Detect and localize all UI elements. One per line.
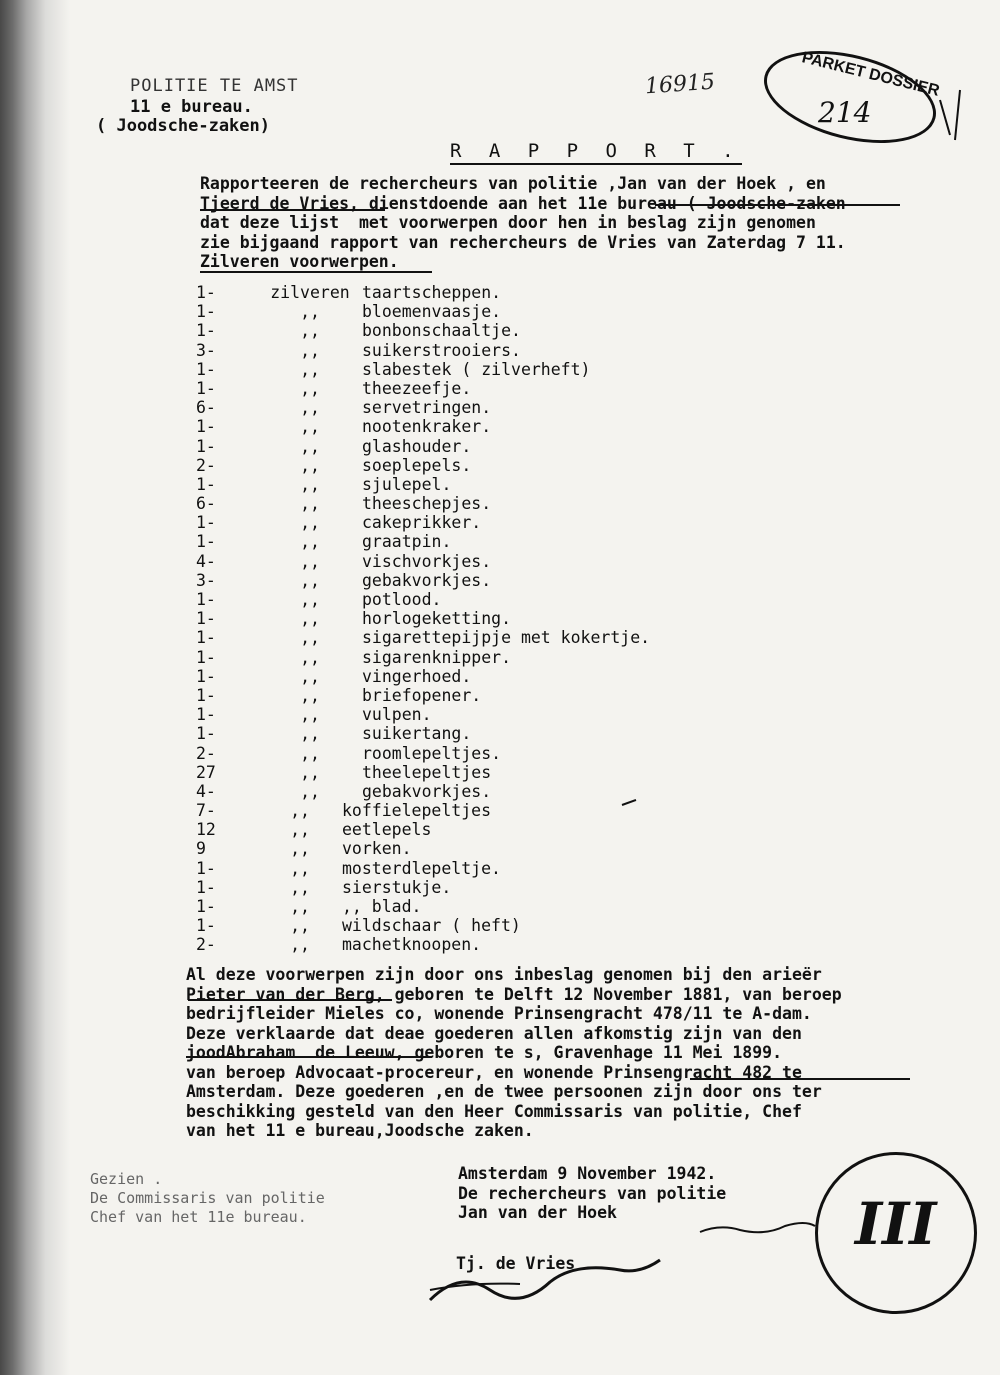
item-ditto: ,,: [300, 743, 320, 763]
item-ditto: ,,: [300, 398, 320, 418]
dossier-stamp-number: 214: [818, 96, 872, 129]
item-ditto: ,,: [300, 321, 320, 341]
item-ditto: ,,: [300, 609, 320, 629]
item-quantity: 6-: [196, 494, 216, 514]
item-ditto: ,,: [300, 551, 320, 571]
item-ditto: ,,: [300, 436, 320, 456]
item-ditto: ,,: [290, 839, 310, 859]
item-ditto: ,,: [290, 820, 310, 840]
item-ditto: ,,: [300, 474, 320, 494]
item-name: nootenkraker.: [362, 417, 492, 437]
item-name: taartscheppen.: [362, 283, 502, 302]
item-name: gebakvorkjes.: [362, 570, 492, 590]
item-name: ,, blad.: [342, 897, 422, 916]
item-quantity: 1-: [196, 321, 216, 341]
item-name: vischvorkjes.: [362, 551, 492, 571]
item-ditto: ,,: [290, 858, 310, 878]
item-quantity: 1-: [196, 378, 216, 398]
item-name: sigarettepijpje met kokertje.: [362, 628, 651, 648]
item-quantity: 2-: [196, 935, 216, 955]
header-line-2: 11 e bureau.: [130, 97, 253, 117]
item-name: slabestek ( zilverheft): [362, 359, 591, 379]
item-quantity: 7-: [196, 801, 216, 821]
signature-vries: Tj. de Vries: [456, 1254, 576, 1273]
item-name: vulpen.: [362, 705, 432, 725]
item-quantity: 1-: [196, 916, 216, 936]
item-name: sjulepel.: [362, 474, 452, 494]
item-quantity: 1-: [196, 532, 216, 552]
item-name: roomlepeltjes.: [362, 743, 502, 763]
item-ditto: ,,: [300, 647, 320, 667]
item-ditto: ,,: [300, 378, 320, 398]
item-name: graatpin.: [362, 532, 452, 552]
item-name: cakeprikker.: [362, 513, 482, 533]
item-ditto: ,,: [290, 897, 310, 916]
item-quantity: 1-: [196, 685, 216, 705]
item-name: glashouder.: [362, 436, 472, 456]
item-ditto: ,,: [300, 302, 320, 322]
item-name: servetringen.: [362, 398, 492, 418]
item-name: theeschepjes.: [362, 494, 492, 514]
item-quantity: 1-: [196, 302, 216, 322]
item-name: bloemenvaasje.: [362, 302, 502, 322]
item-ditto: ,,: [300, 340, 320, 360]
item-ditto: ,,: [300, 494, 320, 514]
item-quantity: 1-: [196, 705, 216, 725]
item-ditto: ,,: [300, 762, 320, 782]
item-quantity: 1-: [196, 359, 216, 379]
item-ditto: ,,: [300, 781, 320, 801]
item-name: gebakvorkjes.: [362, 781, 492, 801]
item-quantity: 2-: [196, 455, 216, 475]
gezien-block: Gezien . De Commissaris van politie Chef van het 11e bureau.: [90, 1170, 325, 1226]
item-quantity: 12: [196, 820, 216, 840]
item-ditto: ,,: [300, 455, 320, 475]
item-quantity: 6-: [196, 398, 216, 418]
stray-mark: [622, 800, 636, 805]
item-name: vingerhoed.: [362, 666, 472, 686]
item-ditto: ,,: [290, 801, 310, 821]
item-quantity: 1-: [196, 858, 216, 878]
item-ditto: ,,: [290, 916, 310, 936]
signature-scribble-vries: [430, 1260, 660, 1300]
report-closing: Al deze voorwerpen zijn door ons inbeslag genomen bij den arieër Pieter van der Berg, geboren te Delft 12 November 1881, van beroep bedrijfleider Mieles co, wonende Prinsengracht 478/11 te A-dam. Deze verklaarde dat deae goederen allen afkomstig zijn van den joodAbraham de Leeuw, geboren te s, Gravenhage 11 Mei 1899. van beroep Advocaat-procereur, en wonende Prinsengracht 482 te Amsterdam. Deze goederen ,en de twee persoonen zijn door ons ter beschikking gesteld van den Heer Commissaris van politie, Chef van het 11 e bureau,Joodsche zaken.: [186, 965, 842, 1140]
item-name: eetlepels: [342, 820, 432, 840]
item-ditto: ,,: [300, 705, 320, 725]
item-quantity: 1-: [196, 897, 216, 916]
circle-stamp-number: III: [855, 1190, 937, 1258]
corner-marks: [940, 90, 960, 140]
item-quantity: 4-: [196, 551, 216, 571]
item-quantity: 2-: [196, 743, 216, 763]
item-name: koffielepeltjes: [342, 801, 492, 821]
item-ditto: ,,: [300, 666, 320, 686]
item-name: theezeefje.: [362, 378, 472, 398]
item-quantity: 1-: [196, 436, 216, 456]
item-ditto: ,,: [290, 935, 310, 955]
item-quantity: 3-: [196, 340, 216, 360]
item-quantity: 9: [196, 839, 206, 859]
item-quantity: 1-: [196, 628, 216, 648]
item-quantity: 1-: [196, 417, 216, 437]
item-name: bonbonschaaltje.: [362, 321, 521, 341]
item-name: vorken.: [342, 839, 412, 859]
item-ditto: ,,: [300, 359, 320, 379]
item-name: soeplepels.: [362, 455, 472, 475]
item-ditto: ,,: [300, 685, 320, 705]
header-line-1: POLITIE TE AMST: [130, 76, 299, 96]
item-ditto: ,,: [300, 590, 320, 609]
item-name: briefopener.: [362, 685, 482, 705]
item-quantity: 4-: [196, 781, 216, 801]
item-name: sigarenknipper.: [362, 647, 512, 667]
item-name: theelepeltjes: [362, 762, 492, 782]
item-quantity: 1-: [196, 609, 216, 629]
item-name: suikertang.: [362, 724, 472, 744]
item-quantity: 1-: [196, 877, 216, 897]
item-name: wildschaar ( heft): [342, 916, 521, 936]
report-intro: Rapporteeren de rechercheurs van politie ,Jan van der Hoek , en Tjeerd de Vries, dienstdoende aan het 11e bureau ( Joodsche-zaken dat deze lijst met voorwerpen door hen in beslag zijn genomen zie bijgaand rapport van rechercheurs de Vries van Zaterdag 7 11. Zilveren voorwerpen.: [200, 174, 846, 271]
item-ditto: ,,: [290, 877, 310, 897]
header-line-3: ( Joodsche-zaken): [96, 116, 270, 136]
item-quantity: 1-: [196, 724, 216, 744]
item-ditto: ,,: [300, 724, 320, 744]
item-ditto: ,,: [300, 628, 320, 648]
item-ditto: zilveren: [270, 283, 350, 302]
signature-scribble-hoek: [700, 1223, 815, 1232]
item-name: mosterdlepeltje.: [342, 858, 501, 878]
item-name: potlood.: [362, 590, 442, 609]
item-ditto: ,,: [300, 532, 320, 552]
item-quantity: 1-: [196, 283, 216, 302]
item-quantity: 1-: [196, 666, 216, 686]
item-ditto: ,,: [300, 570, 320, 590]
item-ditto: ,,: [300, 417, 320, 437]
item-quantity: 27: [196, 762, 216, 782]
item-quantity: 3-: [196, 570, 216, 590]
signature-block: Amsterdam 9 November 1942. De rechercheurs van politie Jan van der Hoek: [458, 1164, 727, 1222]
item-name: horlogeketting.: [362, 609, 512, 629]
item-quantity: 1-: [196, 474, 216, 494]
report-title: R A P P O R T .: [450, 140, 742, 165]
reference-number: 16915: [644, 69, 716, 100]
item-name: machetknoopen.: [342, 935, 482, 955]
dossier-stamp-text: PARKET DOSSIER: [800, 49, 942, 100]
item-quantity: 1-: [196, 590, 216, 609]
item-name: sierstukje.: [342, 877, 452, 897]
item-name: suikerstrooiers.: [362, 340, 521, 360]
item-ditto: ,,: [300, 513, 320, 533]
item-quantity: 1-: [196, 513, 216, 533]
item-quantity: 1-: [196, 647, 216, 667]
